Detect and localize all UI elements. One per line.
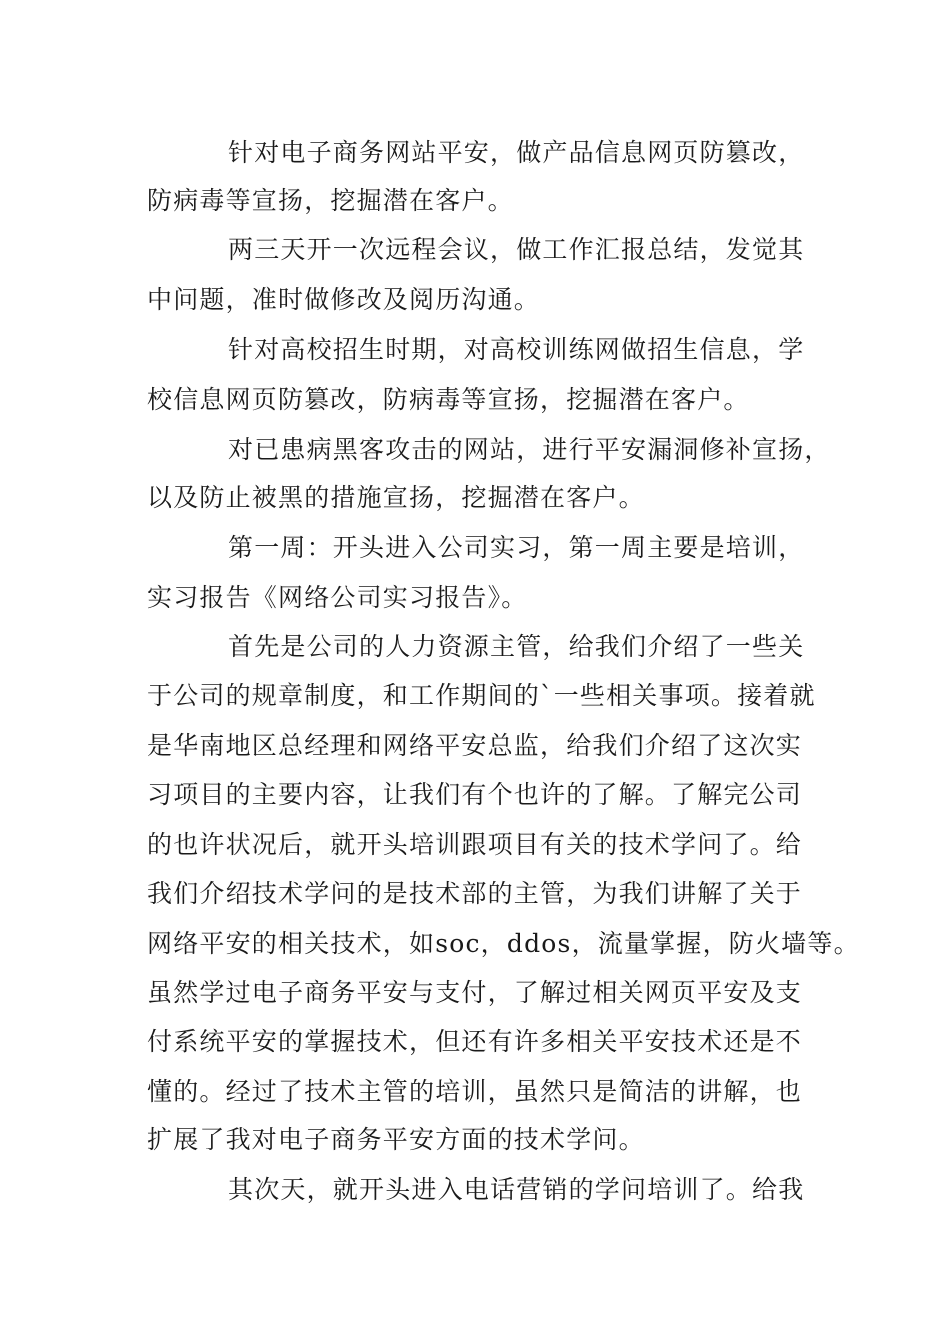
text-line: 是华南地区总经理和网络平安总监，给我们介绍了这次实: [147, 731, 803, 760]
text-line: 付系统平安的掌握技术，但还有许多相关平安技术还是不: [147, 1027, 803, 1056]
text-line: 其次天，就开头进入电话营销的学问培训了。给我: [228, 1175, 805, 1204]
text-line: 实习报告《网络公司实习报告》。: [147, 583, 528, 612]
text-line: 网络平安的相关技术，如soc，ddos，流量掌握，防火墙等。: [147, 929, 860, 958]
text-line: 的也许状况后，就开头培训跟项目有关的技术学问了。给: [147, 830, 803, 859]
text-line: 中问题，准时做修改及阅历沟通。: [147, 285, 541, 314]
text-line: 对已患病黑客攻击的网站，进行平安漏洞修补宣扬，: [228, 435, 831, 464]
text-line: 针对高校招生时期，对高校训练网做招生信息，学: [228, 335, 805, 364]
text-line: 我们介绍技术学问的是技术部的主管，为我们讲解了关于: [147, 879, 803, 908]
text-line: 两三天开一次远程会议，做工作汇报总结，发觉其: [228, 235, 805, 264]
text-line: 于公司的规章制度，和工作期间的`一些相关事项。接着就: [147, 681, 816, 710]
text-line: 防病毒等宣扬，挖掘潜在客户。: [147, 186, 514, 215]
text-line: 第一周：开头进入公司实习，第一周主要是培训，: [228, 533, 805, 562]
text-line: 扩展了我对电子商务平安方面的技术学问。: [147, 1125, 645, 1154]
text-line: 懂的。经过了技术主管的培训，虽然只是简洁的讲解，也: [147, 1077, 803, 1106]
text-line: 以及防止被黑的措施宣扬，挖掘潜在客户。: [147, 483, 645, 512]
text-line: 校信息网页防篡改，防病毒等宣扬，挖掘潜在客户。: [147, 385, 750, 414]
text-line: 虽然学过电子商务平安与支付，了解过相关网页平安及支: [147, 978, 803, 1007]
text-line: 习项目的主要内容，让我们有个也许的了解。了解完公司: [147, 780, 803, 809]
text-line: 针对电子商务网站平安，做产品信息网页防篡改，: [228, 138, 805, 167]
text-line: 首先是公司的人力资源主管，给我们介绍了一些关: [228, 632, 805, 661]
